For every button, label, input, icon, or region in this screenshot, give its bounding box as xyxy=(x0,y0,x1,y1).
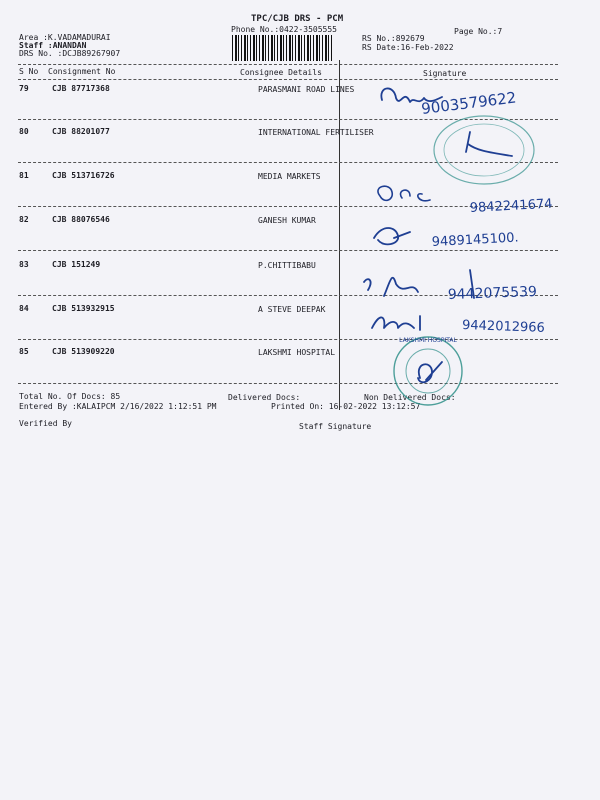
signature-mark xyxy=(378,186,430,201)
row-sno: 80 xyxy=(19,127,29,136)
row-consignee: PARASMANI ROAD LINES xyxy=(258,85,355,94)
row-consignment: CJB 151249 xyxy=(52,260,101,269)
phone-number: Phone No.:0422-3505555 xyxy=(231,25,337,34)
row-consignee: P.CHITTIBABU xyxy=(258,261,316,270)
entered-by: Entered By :KALAIPCM 2/16/2022 1:12:51 PM xyxy=(19,402,217,411)
row-consignment: CJB 513932915 xyxy=(52,304,115,313)
row-sno: 79 xyxy=(19,84,29,93)
row-consignment: CJB 513716726 xyxy=(52,171,115,180)
row-consignment: CJB 88076546 xyxy=(52,215,110,224)
signature-mark xyxy=(466,132,512,156)
column-header-signature: Signature xyxy=(423,69,467,78)
signature-mark xyxy=(374,228,410,244)
handwritten-phone: 9842241674 xyxy=(469,196,553,216)
column-header-consignee: Consignee Details xyxy=(240,68,322,77)
row-consignee: MEDIA MARKETS xyxy=(258,172,321,181)
page-number: Page No.:7 xyxy=(454,27,503,36)
signature-mark xyxy=(372,316,420,330)
row-consignment: CJB 88201077 xyxy=(52,127,110,136)
verified-by: Verified By xyxy=(19,419,72,428)
rs-number: RS No.:892679 xyxy=(362,34,425,43)
non-delivered-docs: Non Delivered Docs: xyxy=(364,393,456,402)
total-docs: Total No. Of Docs: 85 xyxy=(19,392,121,401)
row-consignee: INTERNATIONAL FERTILISER xyxy=(258,128,374,137)
row-consignee: A STEVE DEEPAK xyxy=(258,305,326,314)
rs-date: RS Date:16-Feb-2022 xyxy=(362,43,454,52)
delivered-docs: Delivered Docs: xyxy=(228,393,301,402)
handwritten-phone: 9003579622 xyxy=(420,88,518,118)
signature-mark xyxy=(418,362,442,382)
printed-on: Printed On: 16-02-2022 13:12:57 xyxy=(271,402,421,411)
staff-signature: Staff Signature xyxy=(299,422,372,431)
handwritten-phone: 9442012966 xyxy=(461,318,546,336)
column-header-sno: S No xyxy=(19,67,39,76)
document-title: TPC/CJB DRS - PCM xyxy=(251,14,344,24)
area-field: Area :K.VADAMADURAI xyxy=(19,33,111,42)
row-sno: 83 xyxy=(19,260,29,269)
staff-field: Staff :ANANDAN xyxy=(19,41,87,50)
stamp-seal xyxy=(434,116,534,184)
handwritten-phone: 9442075539 xyxy=(447,283,538,303)
drs-number: DRS No. :DCJB89267907 xyxy=(19,49,121,58)
row-consignment: CJB 87717368 xyxy=(52,84,110,93)
column-header-consignment: Consignment No xyxy=(48,67,116,76)
stamp-text: LAKSHMI HOSPITAL xyxy=(399,337,457,344)
row-sno: 81 xyxy=(19,171,29,180)
hospital-stamp xyxy=(394,337,462,405)
row-consignment: CJB 513909220 xyxy=(52,347,115,356)
row-consignee: GANESH KUMAR xyxy=(258,216,316,225)
row-sno: 84 xyxy=(19,304,29,313)
row-sno: 85 xyxy=(19,347,29,356)
row-sno: 82 xyxy=(19,215,29,224)
handwritten-phone: 9489145100. xyxy=(431,230,519,250)
row-consignee: LAKSHMI HOSPITAL xyxy=(258,348,336,357)
